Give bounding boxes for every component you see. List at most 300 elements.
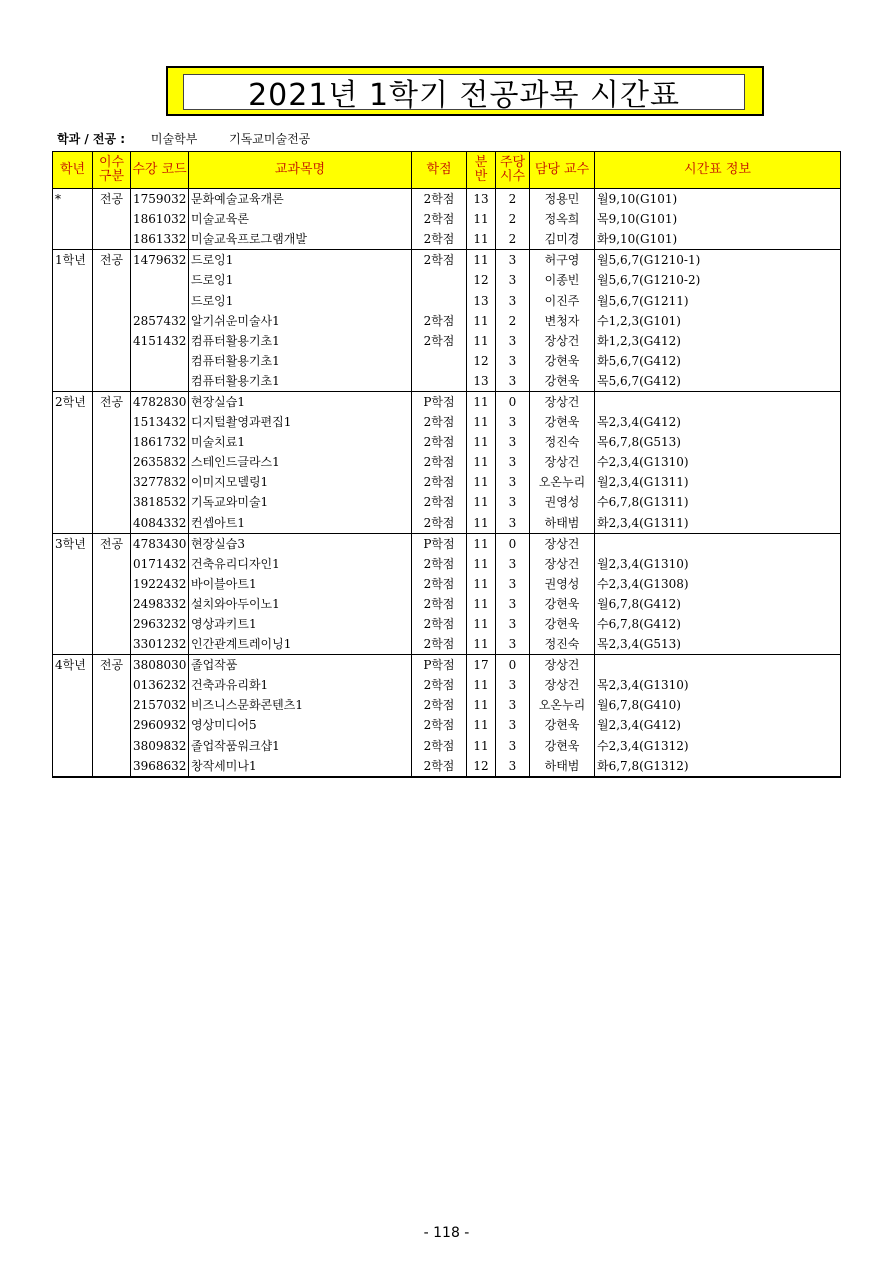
cell-professor: 정옥희 — [530, 209, 595, 229]
cell-section: 11 — [467, 695, 496, 715]
table-row — [53, 209, 841, 229]
cell-time — [595, 655, 841, 676]
cell-hours: 3 — [496, 614, 530, 634]
table-row — [53, 533, 841, 554]
cell-section: 11 — [467, 614, 496, 634]
cell-time: 월2,3,4(G1311) — [595, 472, 841, 492]
cell-grade: * — [53, 189, 93, 210]
cell-course: 이미지모델링1 — [189, 472, 412, 492]
cell-section: 13 — [467, 290, 496, 310]
cell-course: 컨셉아트1 — [189, 513, 412, 534]
cell-grade — [53, 229, 93, 250]
cell-professor: 강현욱 — [530, 614, 595, 634]
cell-professor: 오온누리 — [530, 472, 595, 492]
table-header-row — [53, 152, 841, 189]
table-row — [53, 250, 841, 271]
header-type: 이수 구분 — [93, 152, 131, 189]
cell-section: 11 — [467, 675, 496, 695]
cell-time: 월6,7,8(G412) — [595, 594, 841, 614]
cell-hours: 3 — [496, 675, 530, 695]
cell-section: 13 — [467, 371, 496, 392]
cell-hours: 3 — [496, 715, 530, 735]
cell-code: 4084332 — [131, 513, 189, 534]
cell-section: 11 — [467, 574, 496, 594]
cell-course: 인간관계트레이닝1 — [189, 634, 412, 655]
cell-hours: 2 — [496, 229, 530, 250]
cell-credit — [412, 351, 467, 371]
cell-hours: 3 — [496, 270, 530, 290]
cell-code — [131, 290, 189, 310]
cell-grade — [53, 412, 93, 432]
cell-time: 화1,2,3(G412) — [595, 331, 841, 351]
cell-professor: 강현욱 — [530, 715, 595, 735]
cell-professor: 하태범 — [530, 756, 595, 777]
cell-grade — [53, 634, 93, 655]
cell-code: 2963232 — [131, 614, 189, 634]
cell-professor: 정진숙 — [530, 432, 595, 452]
table-row — [53, 695, 841, 715]
table-row — [53, 715, 841, 735]
cell-credit: 2학점 — [412, 594, 467, 614]
cell-grade — [53, 371, 93, 392]
cell-section: 11 — [467, 715, 496, 735]
cell-grade: 3학년 — [53, 533, 93, 554]
table-body — [53, 189, 841, 777]
cell-professor: 김미경 — [530, 229, 595, 250]
cell-credit — [412, 290, 467, 310]
cell-professor: 강현욱 — [530, 412, 595, 432]
cell-course: 문화예술교육개론 — [189, 189, 412, 210]
cell-credit: 2학점 — [412, 189, 467, 210]
table-row — [53, 614, 841, 634]
header-credit: 학점 — [412, 152, 467, 189]
cell-section: 13 — [467, 189, 496, 210]
header-section: 분 반 — [467, 152, 496, 189]
cell-code: 1861732 — [131, 432, 189, 452]
cell-grade — [53, 351, 93, 371]
cell-credit: 2학점 — [412, 311, 467, 331]
cell-professor: 장상건 — [530, 655, 595, 676]
cell-hours: 3 — [496, 351, 530, 371]
cell-course: 기독교와미술1 — [189, 492, 412, 512]
cell-credit: 2학점 — [412, 736, 467, 756]
cell-course: 드로잉1 — [189, 270, 412, 290]
cell-professor: 강현욱 — [530, 351, 595, 371]
cell-type — [93, 736, 131, 756]
cell-type: 전공 — [93, 391, 131, 412]
page-number: - 118 - — [423, 1225, 470, 1241]
cell-professor: 하태범 — [530, 513, 595, 534]
cell-course: 졸업작품워크샵1 — [189, 736, 412, 756]
cell-course: 비즈니스문화콘텐츠1 — [189, 695, 412, 715]
cell-time — [595, 533, 841, 554]
cell-professor: 장상건 — [530, 533, 595, 554]
cell-code — [131, 270, 189, 290]
cell-hours: 3 — [496, 250, 530, 271]
cell-credit: 2학점 — [412, 412, 467, 432]
cell-code: 3968632 — [131, 756, 189, 777]
cell-time: 목5,6,7(G412) — [595, 371, 841, 392]
cell-course: 알기쉬운미술사1 — [189, 311, 412, 331]
table-row — [53, 756, 841, 777]
cell-course: 건축유리디자인1 — [189, 554, 412, 574]
cell-time: 수6,7,8(G412) — [595, 614, 841, 634]
cell-grade — [53, 513, 93, 534]
cell-section: 11 — [467, 472, 496, 492]
cell-professor: 강현욱 — [530, 594, 595, 614]
cell-time: 목6,7,8(G513) — [595, 432, 841, 452]
header-grade: 학년 — [53, 152, 93, 189]
cell-course: 영상과키트1 — [189, 614, 412, 634]
cell-credit — [412, 270, 467, 290]
cell-grade — [53, 756, 93, 777]
cell-credit: 2학점 — [412, 513, 467, 534]
cell-hours: 0 — [496, 655, 530, 676]
cell-time: 수1,2,3(G101) — [595, 311, 841, 331]
cell-code: 3818532 — [131, 492, 189, 512]
table-row — [53, 432, 841, 452]
table-row — [53, 513, 841, 534]
cell-hours: 3 — [496, 290, 530, 310]
cell-course: 미술치료1 — [189, 432, 412, 452]
cell-type — [93, 695, 131, 715]
cell-time: 목2,3,4(G1310) — [595, 675, 841, 695]
cell-grade — [53, 331, 93, 351]
title-banner — [166, 66, 764, 116]
cell-code: 1861032 — [131, 209, 189, 229]
cell-code: 2635832 — [131, 452, 189, 472]
cell-type — [93, 432, 131, 452]
cell-code: 4151432 — [131, 331, 189, 351]
cell-type — [93, 594, 131, 614]
cell-time: 화6,7,8(G1312) — [595, 756, 841, 777]
college-name: 미술학부 — [150, 132, 198, 146]
cell-credit: 2학점 — [412, 432, 467, 452]
cell-hours: 2 — [496, 311, 530, 331]
cell-professor: 권영성 — [530, 492, 595, 512]
cell-code: 3277832 — [131, 472, 189, 492]
cell-course: 졸업작품 — [189, 655, 412, 676]
table-row — [53, 270, 841, 290]
major-name: 기독교미술전공 — [229, 132, 311, 146]
cell-time: 수2,3,4(G1308) — [595, 574, 841, 594]
cell-grade — [53, 594, 93, 614]
cell-time: 수2,3,4(G1310) — [595, 452, 841, 472]
cell-type — [93, 472, 131, 492]
cell-grade — [53, 452, 93, 472]
cell-type — [93, 492, 131, 512]
cell-code: 2857432 — [131, 311, 189, 331]
cell-section: 12 — [467, 351, 496, 371]
cell-credit: 2학점 — [412, 554, 467, 574]
table-row — [53, 574, 841, 594]
cell-section: 11 — [467, 391, 496, 412]
table-row — [53, 311, 841, 331]
cell-credit: 2학점 — [412, 250, 467, 271]
header-hours: 주당 시수 — [496, 152, 530, 189]
cell-section: 11 — [467, 331, 496, 351]
cell-code: 1759032 — [131, 189, 189, 210]
cell-section: 11 — [467, 452, 496, 472]
cell-time: 월6,7,8(G410) — [595, 695, 841, 715]
cell-credit: 2학점 — [412, 492, 467, 512]
cell-time: 수2,3,4(G1312) — [595, 736, 841, 756]
cell-time: 화9,10(G101) — [595, 229, 841, 250]
cell-time: 화5,6,7(G412) — [595, 351, 841, 371]
department-line — [57, 130, 310, 147]
table-row — [53, 472, 841, 492]
schedule-table — [52, 151, 841, 778]
cell-type: 전공 — [93, 189, 131, 210]
cell-grade — [53, 209, 93, 229]
cell-course: 현장실습3 — [189, 533, 412, 554]
cell-credit: 2학점 — [412, 331, 467, 351]
header-course: 교과목명 — [189, 152, 412, 189]
cell-credit: 2학점 — [412, 614, 467, 634]
cell-type — [93, 351, 131, 371]
cell-credit: 2학점 — [412, 715, 467, 735]
cell-course: 바이블아트1 — [189, 574, 412, 594]
cell-code: 0136232 — [131, 675, 189, 695]
cell-course: 드로잉1 — [189, 290, 412, 310]
cell-code: 1861332 — [131, 229, 189, 250]
cell-professor: 오온누리 — [530, 695, 595, 715]
cell-grade: 4학년 — [53, 655, 93, 676]
cell-credit: 2학점 — [412, 675, 467, 695]
cell-code: 2498332 — [131, 594, 189, 614]
cell-credit: 2학점 — [412, 209, 467, 229]
cell-hours: 3 — [496, 412, 530, 432]
cell-grade — [53, 472, 93, 492]
cell-time — [595, 391, 841, 412]
cell-grade — [53, 574, 93, 594]
cell-hours: 3 — [496, 695, 530, 715]
cell-section: 17 — [467, 655, 496, 676]
header-time: 시간표 정보 — [595, 152, 841, 189]
cell-code: 3301232 — [131, 634, 189, 655]
cell-grade — [53, 554, 93, 574]
cell-hours: 0 — [496, 533, 530, 554]
cell-professor: 장상건 — [530, 554, 595, 574]
cell-time: 월5,6,7(G1210-2) — [595, 270, 841, 290]
cell-course: 미술교육프로그램개발 — [189, 229, 412, 250]
table-row — [53, 655, 841, 676]
cell-course: 영상미디어5 — [189, 715, 412, 735]
cell-credit: 2학점 — [412, 634, 467, 655]
table-row — [53, 391, 841, 412]
cell-professor: 정진숙 — [530, 634, 595, 655]
table-row — [53, 290, 841, 310]
cell-time: 월9,10(G101) — [595, 189, 841, 210]
header-code: 수강 코드 — [131, 152, 189, 189]
cell-professor: 장상건 — [530, 331, 595, 351]
cell-time: 목2,3,4(G513) — [595, 634, 841, 655]
cell-hours: 2 — [496, 189, 530, 210]
cell-code: 0171432 — [131, 554, 189, 574]
cell-hours: 3 — [496, 634, 530, 655]
cell-type: 전공 — [93, 533, 131, 554]
cell-grade — [53, 492, 93, 512]
table-row — [53, 189, 841, 210]
cell-professor: 변청자 — [530, 311, 595, 331]
table-row — [53, 412, 841, 432]
cell-grade — [53, 270, 93, 290]
cell-grade: 1학년 — [53, 250, 93, 271]
cell-grade — [53, 675, 93, 695]
cell-type — [93, 452, 131, 472]
cell-professor: 장상건 — [530, 675, 595, 695]
cell-type — [93, 209, 131, 229]
cell-type — [93, 412, 131, 432]
cell-section: 11 — [467, 634, 496, 655]
cell-time: 월5,6,7(G1210-1) — [595, 250, 841, 271]
cell-code — [131, 371, 189, 392]
cell-course: 창작세미나1 — [189, 756, 412, 777]
cell-section: 11 — [467, 432, 496, 452]
cell-section: 12 — [467, 756, 496, 777]
cell-grade: 2학년 — [53, 391, 93, 412]
cell-time: 월2,3,4(G412) — [595, 715, 841, 735]
cell-course: 건축과유리화1 — [189, 675, 412, 695]
cell-code — [131, 351, 189, 371]
cell-professor: 이종빈 — [530, 270, 595, 290]
cell-hours: 2 — [496, 209, 530, 229]
cell-code: 1922432 — [131, 574, 189, 594]
cell-type — [93, 331, 131, 351]
cell-course: 스테인드글라스1 — [189, 452, 412, 472]
cell-section: 11 — [467, 229, 496, 250]
cell-section: 11 — [467, 209, 496, 229]
cell-course: 컴퓨터활용기초1 — [189, 331, 412, 351]
cell-code: 1479632 — [131, 250, 189, 271]
cell-hours: 3 — [496, 736, 530, 756]
cell-section: 11 — [467, 492, 496, 512]
cell-hours: 3 — [496, 492, 530, 512]
table-row — [53, 452, 841, 472]
cell-type — [93, 715, 131, 735]
cell-grade — [53, 614, 93, 634]
cell-type — [93, 229, 131, 250]
cell-course: 드로잉1 — [189, 250, 412, 271]
cell-credit: 2학점 — [412, 452, 467, 472]
cell-type — [93, 675, 131, 695]
cell-hours: 3 — [496, 574, 530, 594]
cell-section: 11 — [467, 594, 496, 614]
cell-section: 11 — [467, 250, 496, 271]
table-row — [53, 331, 841, 351]
cell-type: 전공 — [93, 250, 131, 271]
cell-hours: 3 — [496, 452, 530, 472]
cell-credit: 2학점 — [412, 574, 467, 594]
cell-grade — [53, 695, 93, 715]
cell-section: 12 — [467, 270, 496, 290]
cell-code: 2157032 — [131, 695, 189, 715]
cell-type — [93, 371, 131, 392]
cell-hours: 3 — [496, 331, 530, 351]
cell-code: 3808030 — [131, 655, 189, 676]
cell-credit: P학점 — [412, 391, 467, 412]
table-row — [53, 594, 841, 614]
cell-professor: 장상건 — [530, 452, 595, 472]
table-row — [53, 554, 841, 574]
cell-type — [93, 756, 131, 777]
table-row — [53, 229, 841, 250]
cell-course: 현장실습1 — [189, 391, 412, 412]
cell-credit: 2학점 — [412, 756, 467, 777]
cell-professor: 강현욱 — [530, 371, 595, 392]
table-row — [53, 351, 841, 371]
table-row — [53, 675, 841, 695]
cell-section: 11 — [467, 533, 496, 554]
cell-type — [93, 614, 131, 634]
table-row — [53, 736, 841, 756]
cell-professor: 강현욱 — [530, 736, 595, 756]
cell-hours: 3 — [496, 472, 530, 492]
cell-type — [93, 574, 131, 594]
cell-course: 컴퓨터활용기초1 — [189, 371, 412, 392]
cell-section: 11 — [467, 513, 496, 534]
cell-code: 4782830 — [131, 391, 189, 412]
cell-hours: 3 — [496, 513, 530, 534]
cell-section: 11 — [467, 554, 496, 574]
table-row — [53, 634, 841, 655]
cell-credit — [412, 371, 467, 392]
cell-hours: 3 — [496, 594, 530, 614]
cell-professor: 허구영 — [530, 250, 595, 271]
cell-section: 11 — [467, 311, 496, 331]
cell-grade — [53, 736, 93, 756]
cell-hours: 3 — [496, 371, 530, 392]
cell-hours: 0 — [496, 391, 530, 412]
cell-credit: P학점 — [412, 655, 467, 676]
cell-type — [93, 311, 131, 331]
cell-code: 4783430 — [131, 533, 189, 554]
header-professor: 담당 교수 — [530, 152, 595, 189]
cell-hours: 3 — [496, 432, 530, 452]
cell-grade — [53, 311, 93, 331]
cell-time: 목9,10(G101) — [595, 209, 841, 229]
cell-course: 컴퓨터활용기초1 — [189, 351, 412, 371]
cell-type — [93, 634, 131, 655]
cell-type: 전공 — [93, 655, 131, 676]
cell-credit: 2학점 — [412, 695, 467, 715]
cell-hours: 3 — [496, 756, 530, 777]
cell-type — [93, 290, 131, 310]
cell-type — [93, 513, 131, 534]
cell-section: 11 — [467, 736, 496, 756]
cell-grade — [53, 290, 93, 310]
department-label: 학과 / 전공 : — [57, 132, 126, 146]
cell-time: 수6,7,8(G1311) — [595, 492, 841, 512]
cell-credit: P학점 — [412, 533, 467, 554]
cell-credit: 2학점 — [412, 472, 467, 492]
cell-professor: 이진주 — [530, 290, 595, 310]
cell-grade — [53, 715, 93, 735]
cell-professor: 권영성 — [530, 574, 595, 594]
cell-code: 2960932 — [131, 715, 189, 735]
cell-course: 디지털촬영과편집1 — [189, 412, 412, 432]
cell-professor: 장상건 — [530, 391, 595, 412]
cell-code: 3809832 — [131, 736, 189, 756]
cell-code: 1513432 — [131, 412, 189, 432]
cell-type — [93, 270, 131, 290]
table-row — [53, 371, 841, 392]
cell-section: 11 — [467, 412, 496, 432]
cell-time: 월2,3,4(G1310) — [595, 554, 841, 574]
cell-course: 미술교육론 — [189, 209, 412, 229]
cell-time: 월5,6,7(G1211) — [595, 290, 841, 310]
table-row — [53, 492, 841, 512]
